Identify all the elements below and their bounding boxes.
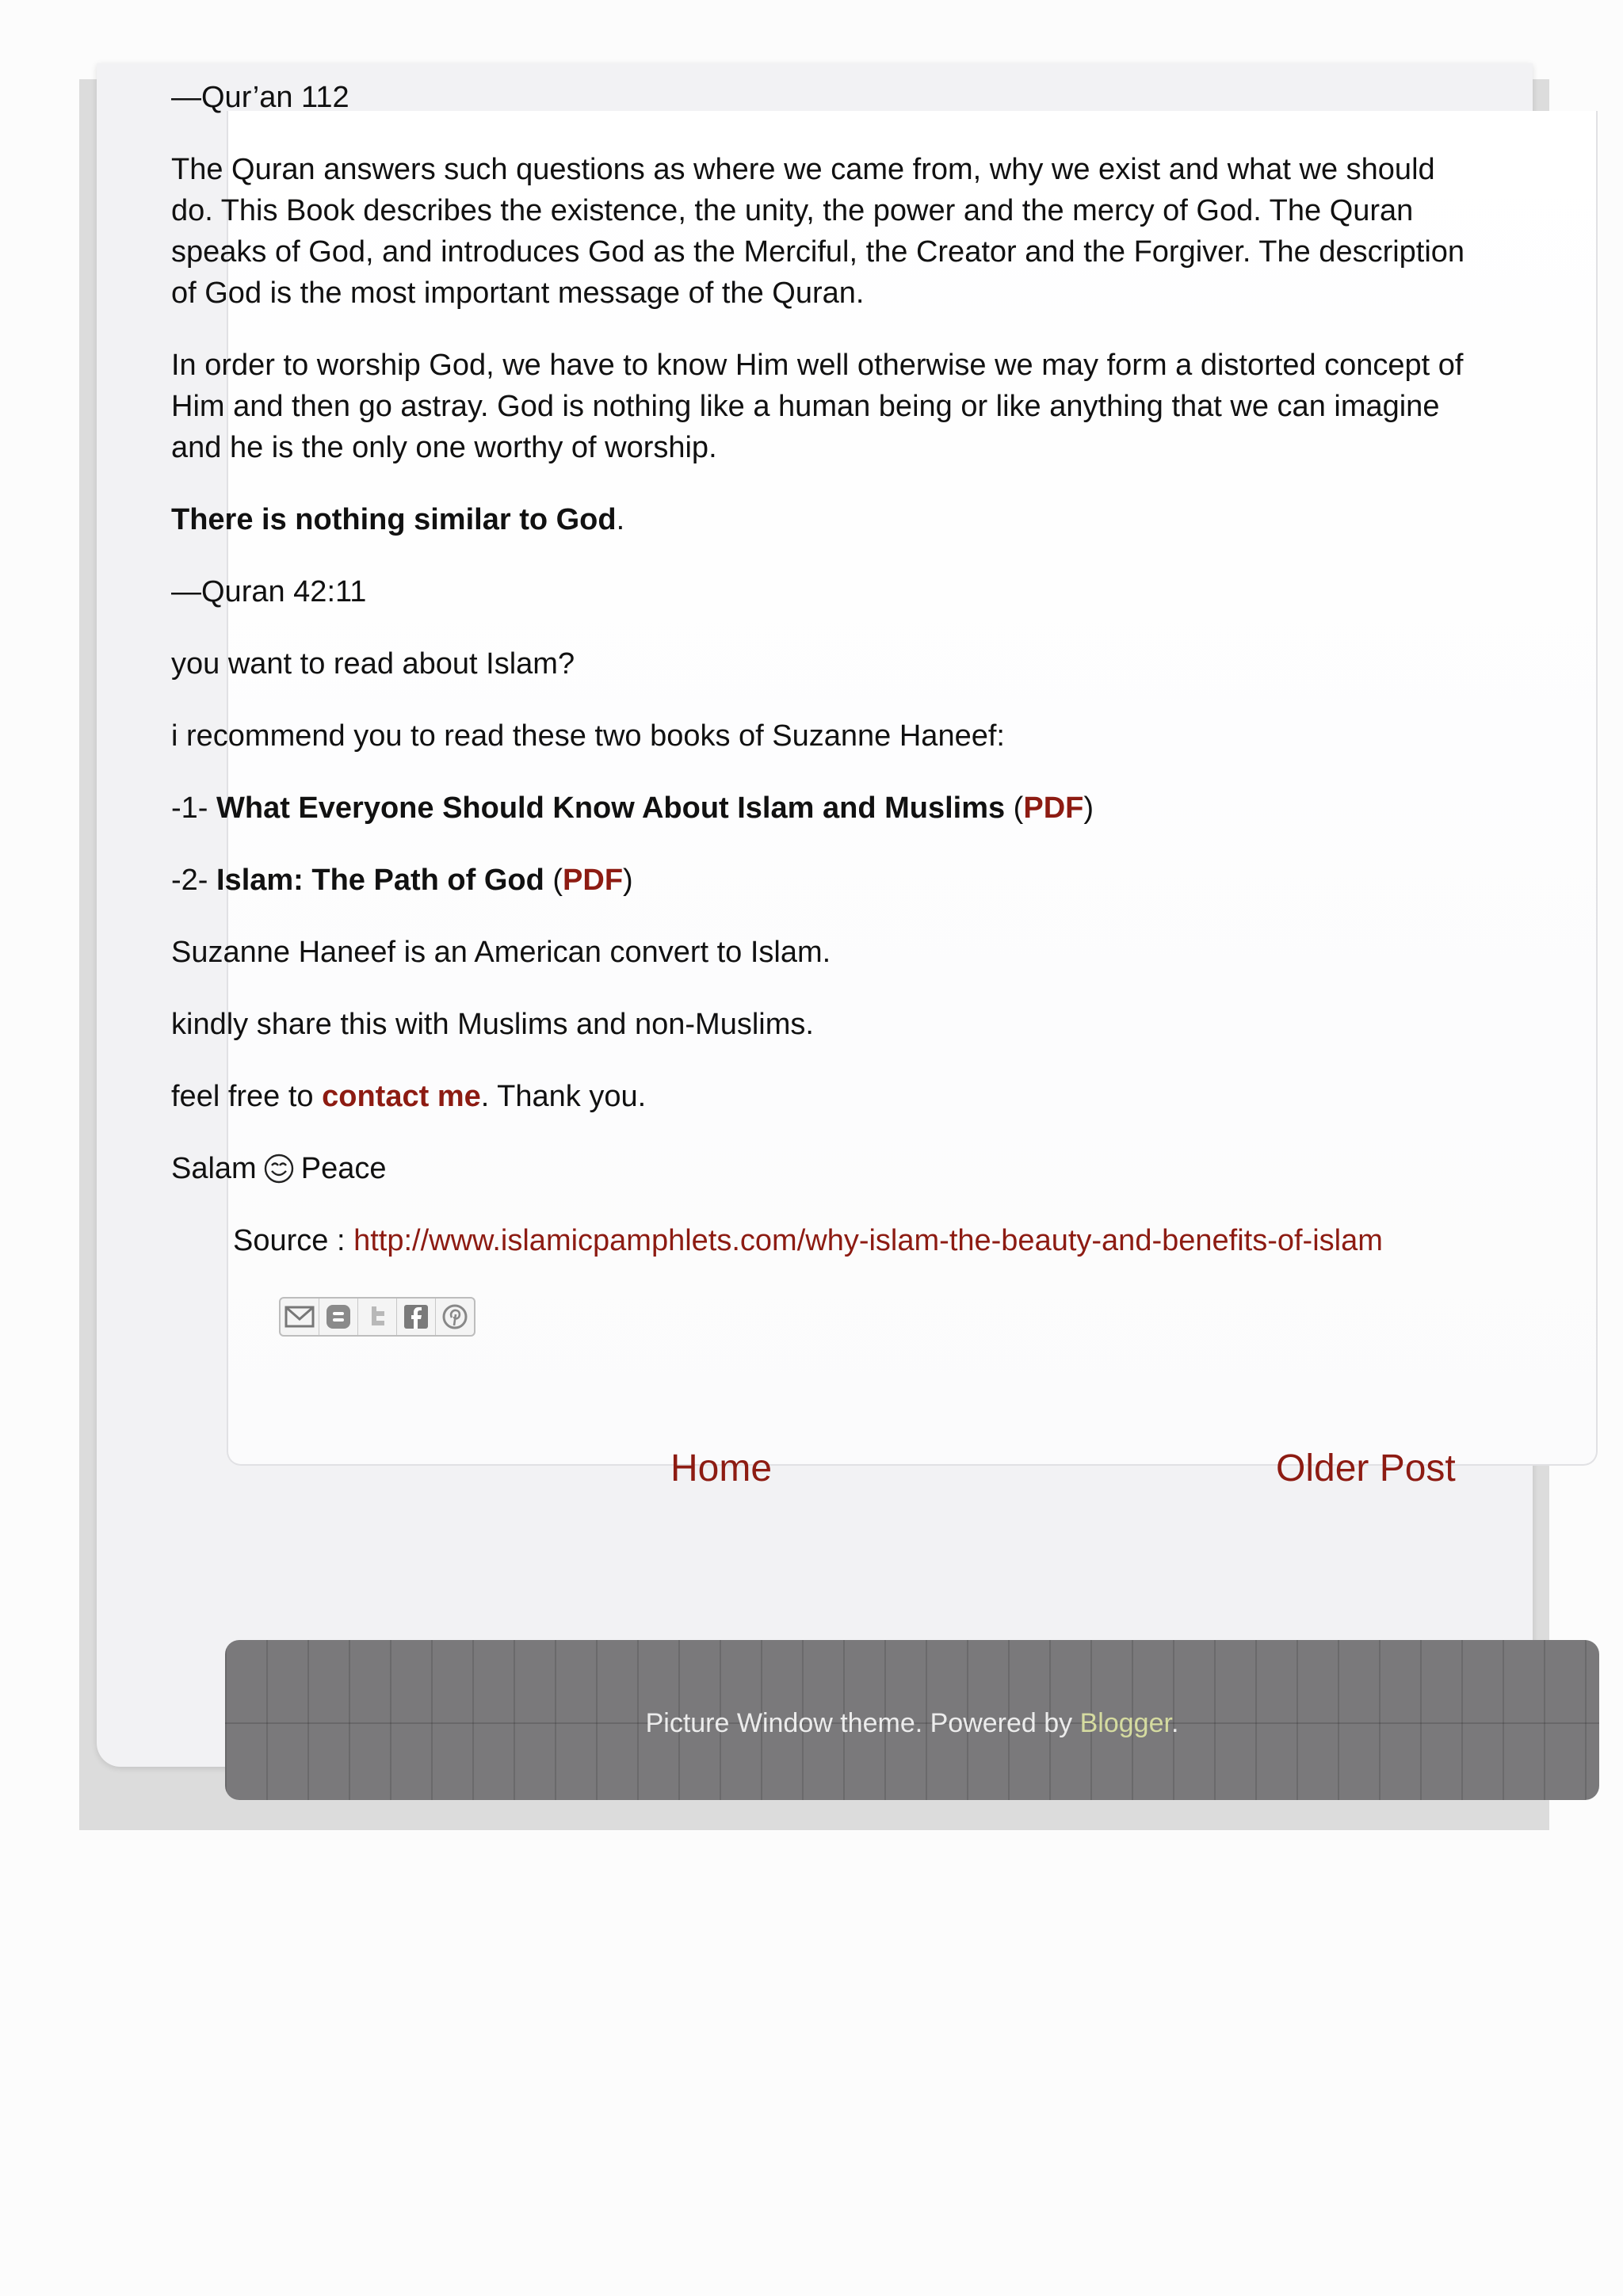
email-share-button[interactable]: [281, 1299, 319, 1335]
contact-me-link[interactable]: contact me: [322, 1080, 481, 1113]
paragraph-worship: In order to worship God, we have to know Him well otherwise we may form a distorted concept of Him and then go astray. God is nothing like a human being or like anything that we can imagine and he is the only one worthy of worship.: [171, 349, 1464, 464]
pinterest-icon: [441, 1303, 468, 1330]
pdf-link[interactable]: PDF: [563, 864, 624, 897]
pdf-link[interactable]: PDF: [1023, 791, 1084, 825]
blogger-share-button[interactable]: [319, 1299, 358, 1335]
blogger-link[interactable]: Blogger: [1079, 1708, 1171, 1738]
source-url-link[interactable]: http://www.islamicpamphlets.com/why-islam-the-beauty-and-benefits-of-islam: [353, 1224, 1383, 1257]
book-title: Islam: The Path of God: [216, 864, 544, 897]
line-share: kindly share this with Muslims and non-Muslims.: [171, 1008, 814, 1041]
home-link[interactable]: Home: [670, 1447, 773, 1489]
line-convert: Suzanne Haneef is an American convert to Islam.: [171, 936, 831, 969]
facebook-share-button[interactable]: [397, 1299, 436, 1335]
quote-nothing-similar: There is nothing similar to God.: [171, 503, 625, 536]
line-contact: feel free to contact me. Thank you.: [171, 1080, 647, 1113]
twitter-share-button[interactable]: [358, 1299, 397, 1335]
line-read-about-islam: you want to read about Islam?: [171, 647, 575, 681]
book-item-2: -2- Islam: The Path of God (PDF): [171, 864, 633, 897]
pinterest-share-button[interactable]: [436, 1299, 474, 1335]
share-bar: [279, 1297, 475, 1337]
quran-citation-42-11: —Quran 42:11: [171, 575, 367, 608]
line-salam: Salam Peace: [171, 1152, 387, 1185]
source-line: Source : http://www.islamicpamphlets.com/why-islam-the-beauty-and-benefits-of-islam: [233, 1224, 1383, 1257]
footer: [225, 1640, 1599, 1800]
email-icon: [285, 1305, 315, 1329]
book-title: What Everyone Should Know About Islam and Muslims: [216, 791, 1006, 825]
older-post-link[interactable]: Older Post: [1276, 1447, 1456, 1489]
line-recommend-books: i recommend you to read these two books of Suzanne Haneef:: [171, 719, 1005, 753]
twitter-icon: [364, 1303, 391, 1330]
blogger-icon: [325, 1303, 352, 1330]
paragraph-quran-answers: The Quran answers such questions as where we came from, why we exist and what we should do. This Book describes the existence, the unity, the power and the mercy of God. The Quran speaks of God, and introduces God as the Merciful, the Creator and the Forgiver. The description of God is the most important message of the Quran.: [171, 153, 1465, 310]
smiley-icon: [263, 1153, 295, 1184]
facebook-icon: [403, 1303, 430, 1330]
quran-citation-112: —Qur’an 112: [171, 81, 349, 114]
book-item-1: -1- What Everyone Should Know About Islam and Muslims (PDF): [171, 791, 1094, 825]
footer-attribution: Picture Window theme. Powered by Blogger.: [645, 1708, 1179, 1738]
post-body: [171, 77, 1471, 1292]
